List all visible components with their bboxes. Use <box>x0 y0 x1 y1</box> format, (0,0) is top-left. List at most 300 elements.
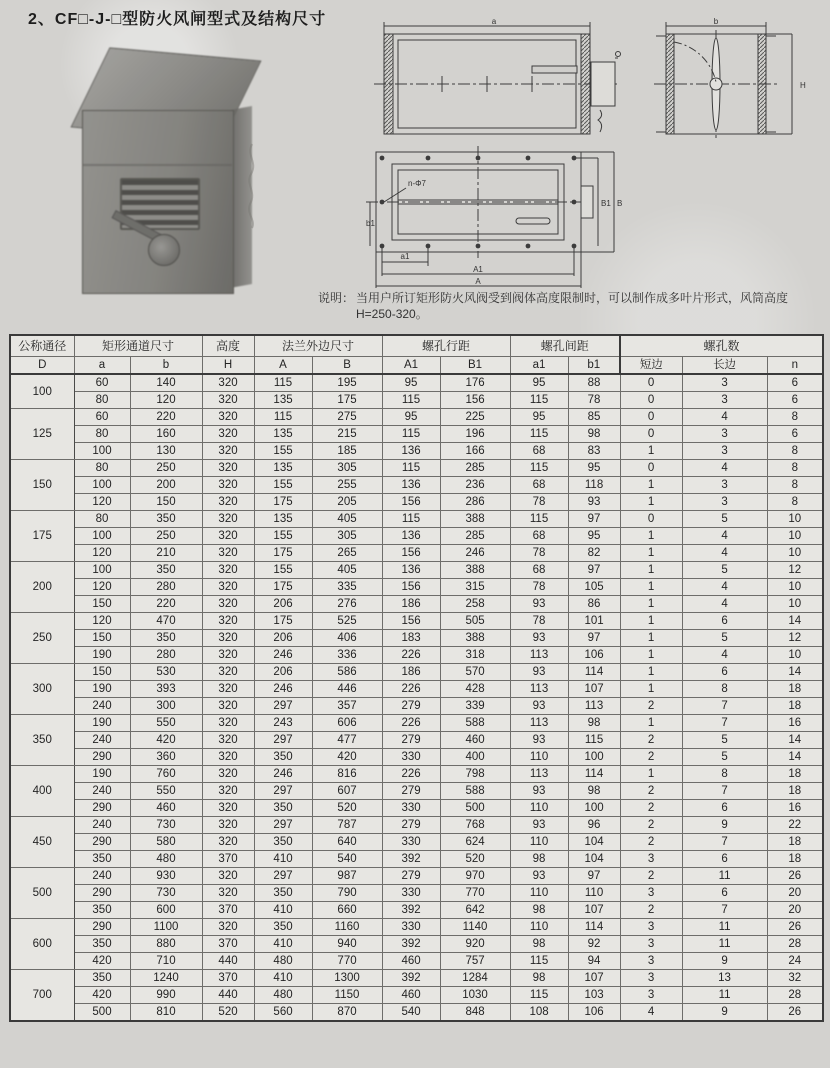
dimension-value-cell: 1 <box>620 630 682 647</box>
nominal-diameter-cell: 700 <box>10 970 74 1022</box>
dimension-value-cell: 320 <box>202 494 254 511</box>
dimension-value-cell: 3 <box>620 919 682 936</box>
dimension-value-cell: 98 <box>510 902 568 919</box>
table-body <box>10 374 823 1021</box>
table-row <box>10 460 823 477</box>
dimension-value-cell: 320 <box>202 409 254 426</box>
dimension-value-cell: 276 <box>312 596 382 613</box>
dimension-value-cell: 18 <box>767 698 823 715</box>
table-row <box>10 953 823 970</box>
dimension-value-cell: 3 <box>682 392 767 409</box>
dimension-value-cell: 7 <box>682 783 767 800</box>
dimension-value-cell: 1284 <box>440 970 510 987</box>
dimension-value-cell: 2 <box>620 868 682 885</box>
dimension-value-cell: 155 <box>254 562 312 579</box>
dimension-value-cell: 135 <box>254 460 312 477</box>
dimension-value-cell: 330 <box>382 800 440 817</box>
dimension-value-cell: 107 <box>568 681 620 698</box>
dimension-value-cell: 357 <box>312 698 382 715</box>
col-symbol-B1: B1 <box>440 357 510 375</box>
dimension-value-cell: 1 <box>620 715 682 732</box>
dimension-value-cell: 120 <box>74 494 130 511</box>
dimension-value-cell: 115 <box>382 392 440 409</box>
col-header-flange-size: 法兰外边尺寸 <box>254 335 382 357</box>
dimension-value-cell: 236 <box>440 477 510 494</box>
dimension-value-cell: 183 <box>382 630 440 647</box>
dimension-value-cell: 480 <box>130 851 202 868</box>
dimension-value-cell: 6 <box>682 885 767 902</box>
table-row <box>10 443 823 460</box>
dimension-value-cell: 14 <box>767 732 823 749</box>
dimension-value-cell: 12 <box>767 562 823 579</box>
dimension-value-cell: 240 <box>74 732 130 749</box>
dimension-value-cell: 1 <box>620 443 682 460</box>
dimension-value-cell: 113 <box>510 647 568 664</box>
dimension-value-cell: 320 <box>202 800 254 817</box>
dimension-value-cell: 226 <box>382 681 440 698</box>
dimension-value-cell: 335 <box>312 579 382 596</box>
dimension-value-cell: 550 <box>130 715 202 732</box>
col-header-height: 高度 <box>202 335 254 357</box>
dimension-value-cell: 4 <box>682 579 767 596</box>
dimension-value-cell: 10 <box>767 528 823 545</box>
dimension-value-cell: 1 <box>620 494 682 511</box>
dimension-value-cell: 10 <box>767 647 823 664</box>
dimension-value-cell: 5 <box>682 749 767 766</box>
dimension-value-cell: 290 <box>74 800 130 817</box>
dimension-value-cell: 206 <box>254 630 312 647</box>
hole-count-label: n-Φ7 <box>408 179 426 188</box>
dimension-value-cell: 100 <box>74 477 130 494</box>
dimension-value-cell: 8 <box>767 494 823 511</box>
dimension-value-cell: 520 <box>202 1004 254 1022</box>
dimension-value-cell: 93 <box>510 868 568 885</box>
dimension-value-cell: 68 <box>510 528 568 545</box>
dimension-value-cell: 26 <box>767 868 823 885</box>
dimension-value-cell: 315 <box>440 579 510 596</box>
col-symbol-D: D <box>10 357 74 375</box>
dimension-value-cell: 300 <box>130 698 202 715</box>
dimension-value-cell: 140 <box>130 374 202 392</box>
col-symbol-A1: A1 <box>382 357 440 375</box>
dimension-value-cell: 110 <box>510 749 568 766</box>
table-row <box>10 562 823 579</box>
dimension-value-cell: 104 <box>568 834 620 851</box>
dimension-value-cell: 86 <box>568 596 620 613</box>
dimension-value-cell: 78 <box>510 494 568 511</box>
dimension-value-cell: 6 <box>767 374 823 392</box>
dimension-value-cell: 410 <box>254 970 312 987</box>
dimension-value-cell: 80 <box>74 392 130 409</box>
dimension-value-cell: 8 <box>767 443 823 460</box>
dimension-value-cell: 18 <box>767 783 823 800</box>
dimension-value-cell: 440 <box>202 987 254 1004</box>
dimension-value-cell: 570 <box>440 664 510 681</box>
dimension-value-cell: 320 <box>202 919 254 936</box>
table-row <box>10 681 823 698</box>
dimension-value-cell: 106 <box>568 647 620 664</box>
dimension-value-cell: 243 <box>254 715 312 732</box>
header-row-symbols <box>10 357 823 375</box>
dimension-value-cell: 460 <box>130 800 202 817</box>
dimension-value-cell: 220 <box>130 596 202 613</box>
dimension-value-cell: 370 <box>202 936 254 953</box>
table-row <box>10 528 823 545</box>
dimension-value-cell: 115 <box>510 953 568 970</box>
dim-b1-label: b1 <box>366 219 375 228</box>
table-header <box>10 335 823 374</box>
dimension-value-cell: 406 <box>312 630 382 647</box>
product-photo <box>52 48 272 300</box>
table-row <box>10 494 823 511</box>
table-row <box>10 817 823 834</box>
table-row <box>10 664 823 681</box>
dimension-value-cell: 240 <box>74 868 130 885</box>
dimension-value-cell: 24 <box>767 953 823 970</box>
dimension-value-cell: 110 <box>510 834 568 851</box>
dimension-value-cell: 848 <box>440 1004 510 1022</box>
dimension-value-cell: 9 <box>682 953 767 970</box>
dimension-value-cell: 105 <box>568 579 620 596</box>
dimension-value-cell: 3 <box>682 426 767 443</box>
table-row <box>10 919 823 936</box>
dimension-value-cell: 14 <box>767 664 823 681</box>
dimension-value-cell: 370 <box>202 902 254 919</box>
dimension-value-cell: 290 <box>74 885 130 902</box>
dim-a1-label: a1 <box>400 252 410 261</box>
dimension-value-cell: 7 <box>682 834 767 851</box>
dimension-value-cell: 330 <box>382 749 440 766</box>
dimension-value-cell: 11 <box>682 919 767 936</box>
dimension-value-cell: 320 <box>202 477 254 494</box>
dimension-value-cell: 206 <box>254 596 312 613</box>
dimension-value-cell: 115 <box>568 732 620 749</box>
dimension-value-cell: 110 <box>568 885 620 902</box>
table-row <box>10 698 823 715</box>
dimension-value-cell: 392 <box>382 902 440 919</box>
dimension-value-cell: 3 <box>620 970 682 987</box>
dimension-value-cell: 156 <box>382 494 440 511</box>
dimension-value-cell: 940 <box>312 936 382 953</box>
dimension-value-cell: 115 <box>254 374 312 392</box>
dimension-value-cell: 60 <box>74 409 130 426</box>
dimension-value-cell: 290 <box>74 919 130 936</box>
dimension-value-cell: 4 <box>682 460 767 477</box>
dimension-value-cell: 7 <box>682 698 767 715</box>
dimension-value-cell: 28 <box>767 987 823 1004</box>
dimension-value-cell: 100 <box>568 800 620 817</box>
table-row <box>10 409 823 426</box>
dimension-value-cell: 297 <box>254 698 312 715</box>
dimension-value-cell: 810 <box>130 1004 202 1022</box>
dimension-value-cell: 290 <box>74 749 130 766</box>
dimension-value-cell: 97 <box>568 630 620 647</box>
table-row <box>10 392 823 409</box>
dimension-value-cell: 136 <box>382 477 440 494</box>
nominal-diameter-cell: 125 <box>10 409 74 460</box>
dimension-value-cell: 320 <box>202 562 254 579</box>
dimension-value-cell: 388 <box>440 562 510 579</box>
dimension-value-cell: 580 <box>130 834 202 851</box>
dimension-value-cell: 130 <box>130 443 202 460</box>
dimension-value-cell: 115 <box>382 426 440 443</box>
dimension-value-cell: 505 <box>440 613 510 630</box>
dimension-value-cell: 588 <box>440 783 510 800</box>
dimension-value-cell: 156 <box>440 392 510 409</box>
table-row <box>10 732 823 749</box>
col-symbol-a: a <box>74 357 130 375</box>
dimension-value-cell: 118 <box>568 477 620 494</box>
dimension-value-cell: 870 <box>312 1004 382 1022</box>
dimension-value-cell: 110 <box>510 919 568 936</box>
dimension-value-cell: 3 <box>620 936 682 953</box>
dimension-value-cell: 120 <box>74 579 130 596</box>
dimension-value-cell: 1 <box>620 681 682 698</box>
nominal-diameter-cell: 400 <box>10 766 74 817</box>
dimension-value-cell: 428 <box>440 681 510 698</box>
dimension-value-cell: 113 <box>568 698 620 715</box>
dimension-value-cell: 205 <box>312 494 382 511</box>
dimension-value-cell: 106 <box>568 1004 620 1022</box>
dimension-value-cell: 2 <box>620 783 682 800</box>
dimension-value-cell: 225 <box>440 409 510 426</box>
col-symbol-B: B <box>312 357 382 375</box>
dimension-value-cell: 114 <box>568 919 620 936</box>
dimension-value-cell: 320 <box>202 392 254 409</box>
dimension-value-cell: 0 <box>620 511 682 528</box>
table-row <box>10 477 823 494</box>
dimension-value-cell: 97 <box>568 868 620 885</box>
dimension-value-cell: 305 <box>312 528 382 545</box>
dimension-value-cell: 155 <box>254 477 312 494</box>
dimension-value-cell: 320 <box>202 374 254 392</box>
dimension-value-cell: 330 <box>382 834 440 851</box>
dimension-value-cell: 246 <box>254 647 312 664</box>
table-row <box>10 579 823 596</box>
dimension-value-cell: 82 <box>568 545 620 562</box>
dimension-value-cell: 107 <box>568 902 620 919</box>
dimension-value-cell: 1140 <box>440 919 510 936</box>
dimension-value-cell: 103 <box>568 987 620 1004</box>
dimension-value-cell: 798 <box>440 766 510 783</box>
dimension-value-cell: 320 <box>202 885 254 902</box>
dimension-value-cell: 175 <box>254 545 312 562</box>
dimension-value-cell: 107 <box>568 970 620 987</box>
dimension-value-cell: 100 <box>74 528 130 545</box>
dimension-value-cell: 350 <box>74 902 130 919</box>
dimension-value-cell: 3 <box>682 477 767 494</box>
dimension-value-cell: 320 <box>202 868 254 885</box>
table-row <box>10 749 823 766</box>
dimension-value-cell: 1 <box>620 545 682 562</box>
dimension-value-cell: 190 <box>74 681 130 698</box>
dimension-value-cell: 880 <box>130 936 202 953</box>
dimension-value-cell: 11 <box>682 868 767 885</box>
dimension-value-cell: 80 <box>74 426 130 443</box>
dimension-value-cell: 190 <box>74 647 130 664</box>
side-dim-right-label: H <box>800 81 806 90</box>
table-row <box>10 885 823 902</box>
dimension-value-cell: 297 <box>254 783 312 800</box>
col-symbol-b1: b1 <box>568 357 620 375</box>
dimension-value-cell: 226 <box>382 766 440 783</box>
dimension-value-cell: 330 <box>382 919 440 936</box>
col-header-hole-row-spacing: 螺孔行距 <box>382 335 510 357</box>
dimension-value-cell: 85 <box>568 409 620 426</box>
dimension-value-cell: 320 <box>202 749 254 766</box>
dimension-value-cell: 405 <box>312 562 382 579</box>
dimension-value-cell: 6 <box>682 664 767 681</box>
dimension-value-cell: 8 <box>682 766 767 783</box>
dimension-value-cell: 175 <box>254 494 312 511</box>
col-symbol-b: b <box>130 357 202 375</box>
dimension-value-cell: 14 <box>767 613 823 630</box>
nominal-diameter-cell: 600 <box>10 919 74 970</box>
dimension-value-cell: 320 <box>202 596 254 613</box>
dimension-value-cell: 11 <box>682 987 767 1004</box>
dimension-value-cell: 93 <box>510 698 568 715</box>
dimension-value-cell: 0 <box>620 392 682 409</box>
dimension-value-cell: 1300 <box>312 970 382 987</box>
dimension-value-cell: 320 <box>202 783 254 800</box>
dimension-value-cell: 320 <box>202 528 254 545</box>
dimension-value-cell: 970 <box>440 868 510 885</box>
dimension-value-cell: 410 <box>254 902 312 919</box>
dimension-value-cell: 93 <box>510 596 568 613</box>
front-dim-top-label: a <box>491 17 497 26</box>
col-symbol-n: n <box>767 357 823 375</box>
dimension-value-cell: 98 <box>510 851 568 868</box>
dimension-value-cell: 14 <box>767 749 823 766</box>
dimension-value-cell: 18 <box>767 851 823 868</box>
dimension-value-cell: 285 <box>440 528 510 545</box>
dimension-value-cell: 320 <box>202 834 254 851</box>
dimension-value-cell: 606 <box>312 715 382 732</box>
dimension-value-cell: 7 <box>682 902 767 919</box>
dimension-value-cell: 100 <box>74 443 130 460</box>
dimension-value-cell: 176 <box>440 374 510 392</box>
dimension-value-cell: 816 <box>312 766 382 783</box>
dimension-value-cell: 9 <box>682 1004 767 1022</box>
dim-A-label: A <box>475 277 481 286</box>
dimension-value-cell: 93 <box>510 732 568 749</box>
dimension-value-cell: 420 <box>312 749 382 766</box>
dimension-value-cell: 93 <box>510 630 568 647</box>
dimension-value-cell: 95 <box>568 460 620 477</box>
dimension-value-cell: 320 <box>202 732 254 749</box>
table-row <box>10 647 823 664</box>
dimension-value-cell: 110 <box>510 885 568 902</box>
dimension-value-cell: 115 <box>510 987 568 1004</box>
dimension-value-cell: 115 <box>382 511 440 528</box>
dimension-value-cell: 265 <box>312 545 382 562</box>
dimension-value-cell: 136 <box>382 443 440 460</box>
dimension-value-cell: 60 <box>74 374 130 392</box>
table-row <box>10 851 823 868</box>
dimension-value-cell: 350 <box>254 800 312 817</box>
dimension-value-cell: 78 <box>510 613 568 630</box>
dimension-value-cell: 392 <box>382 936 440 953</box>
dimension-value-cell: 350 <box>74 970 130 987</box>
dimension-value-cell: 26 <box>767 1004 823 1022</box>
dimension-value-cell: 16 <box>767 800 823 817</box>
dimension-value-cell: 768 <box>440 817 510 834</box>
dimension-value-cell: 10 <box>767 545 823 562</box>
nominal-diameter-cell: 200 <box>10 562 74 613</box>
dimension-value-cell: 350 <box>254 749 312 766</box>
dimension-value-cell: 392 <box>382 851 440 868</box>
dimension-value-cell: 540 <box>312 851 382 868</box>
dimension-value-cell: 410 <box>254 936 312 953</box>
dimension-value-cell: 190 <box>74 766 130 783</box>
dimension-value-cell: 3 <box>620 885 682 902</box>
dimension-value-cell: 405 <box>312 511 382 528</box>
table-row <box>10 766 823 783</box>
dimension-value-cell: 370 <box>202 970 254 987</box>
dimension-value-cell: 226 <box>382 647 440 664</box>
dimension-value-cell: 440 <box>202 953 254 970</box>
dimension-value-cell: 113 <box>510 715 568 732</box>
dimension-value-cell: 500 <box>74 1004 130 1022</box>
dimension-value-cell: 68 <box>510 562 568 579</box>
dimension-value-cell: 400 <box>440 749 510 766</box>
dimension-value-cell: 68 <box>510 443 568 460</box>
nominal-diameter-cell: 500 <box>10 868 74 919</box>
dimension-value-cell: 101 <box>568 613 620 630</box>
col-header-nominal-diameter: 公称通径 <box>10 335 74 357</box>
dimension-value-cell: 320 <box>202 630 254 647</box>
dimension-value-cell: 136 <box>382 562 440 579</box>
dimension-value-cell: 113 <box>510 681 568 698</box>
dimension-value-cell: 297 <box>254 868 312 885</box>
dimension-value-cell: 279 <box>382 698 440 715</box>
dimension-value-cell: 18 <box>767 834 823 851</box>
dimension-value-cell: 150 <box>74 664 130 681</box>
dimension-value-cell: 93 <box>510 783 568 800</box>
dimension-value-cell: 336 <box>312 647 382 664</box>
table-row <box>10 511 823 528</box>
dimension-value-cell: 113 <box>510 766 568 783</box>
dimension-value-cell: 1150 <box>312 987 382 1004</box>
photo-handle <box>148 234 180 266</box>
dimension-value-cell: 2 <box>620 800 682 817</box>
dimension-value-cell: 0 <box>620 460 682 477</box>
dimension-value-cell: 4 <box>682 647 767 664</box>
dimension-value-cell: 120 <box>130 392 202 409</box>
dimension-value-cell: 98 <box>568 426 620 443</box>
dimension-value-cell: 279 <box>382 732 440 749</box>
dimension-value-cell: 280 <box>130 647 202 664</box>
dimension-value-cell: 370 <box>202 851 254 868</box>
dimension-value-cell: 930 <box>130 868 202 885</box>
dimension-value-cell: 2 <box>620 834 682 851</box>
dimension-value-cell: 6 <box>767 426 823 443</box>
dimension-value-cell: 8 <box>682 681 767 698</box>
dimension-value-cell: 480 <box>254 987 312 1004</box>
dimension-value-cell: 350 <box>74 851 130 868</box>
table-row <box>10 834 823 851</box>
dimension-value-cell: 760 <box>130 766 202 783</box>
dimension-value-cell: 285 <box>440 460 510 477</box>
dimension-value-cell: 97 <box>568 511 620 528</box>
dimension-value-cell: 114 <box>568 766 620 783</box>
dimension-value-cell: 1240 <box>130 970 202 987</box>
dimension-value-cell: 18 <box>767 766 823 783</box>
dimension-table <box>9 334 824 1022</box>
dimension-value-cell: 320 <box>202 647 254 664</box>
dimension-value-cell: 987 <box>312 868 382 885</box>
dimension-value-cell: 78 <box>510 579 568 596</box>
